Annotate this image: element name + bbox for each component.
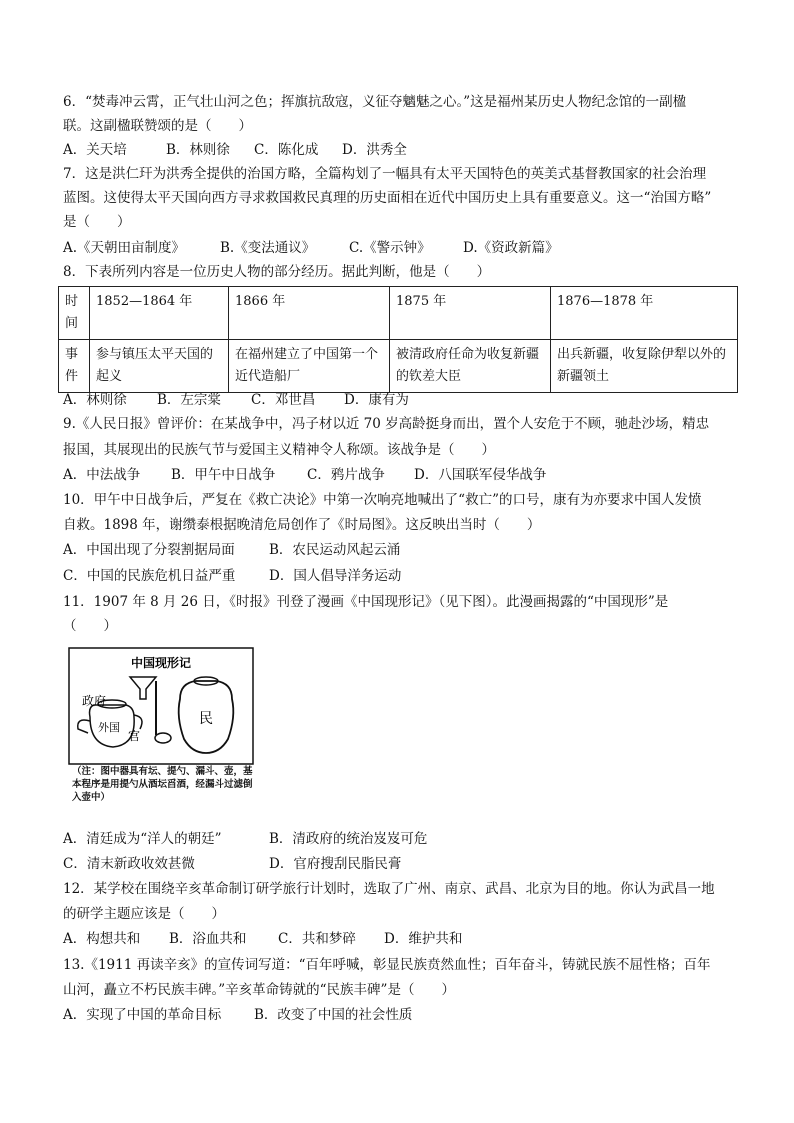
q10-option-d: D．国人倡导洋务运动 [269, 568, 402, 584]
row-header-event: 事件 [59, 340, 90, 393]
q13-stem-line1: 13.《1911 再读辛亥》的宣传词写道：“百年呼喊，彰显民族贲然血性；百年奋斗，铸就民族不屈性格；百年 [63, 957, 711, 973]
q9-option-d: D．八国联军侵华战争 [414, 467, 547, 483]
q10-stem-line2: 自救。1898 年，谢缵泰根据晚清危局创作了《时局图》。这反映出当时（ ） [63, 517, 541, 533]
table-cell: 1866 年 [229, 287, 390, 340]
q9-option-a: A．中法战争 [63, 467, 141, 483]
q7-stem-line2: 蓝图。这使得太平天国向西方寻求救国救民真理的历史面相在近代中国历史上具有重要意义。这一“治国方略” [63, 190, 712, 206]
q11-stem-line2: （ ） [63, 618, 117, 634]
table-row [59, 287, 738, 340]
q11-option-a: A．清廷成为“洋人的朝廷” [63, 831, 222, 847]
table-cell: 参与镇压太平天国的起义 [90, 340, 229, 393]
q8-biography-table [58, 286, 738, 393]
q12-option-c: C．共和梦碎 [278, 931, 356, 947]
q10-option-b: B．农民运动风起云涌 [269, 542, 401, 558]
q9-option-b: B．甲午中日战争 [171, 467, 276, 483]
q13-option-b: B．改变了中国的社会性质 [254, 1007, 413, 1023]
q7-option-c: C.《警示钟》 [349, 240, 431, 256]
q7-option-b: B.《变法通议》 [220, 240, 316, 256]
q7-option-a: A.《天朝田亩制度》 [63, 240, 186, 256]
q6-option-a: A．关天培 [63, 142, 127, 158]
q6-stem-line1: 6．“焚毒冲云霄，正气壮山河之色；挥旗抗敌寇，义征夺魑魅之心。”这是福州某历史人物纪念馆的一副楹 [63, 94, 687, 110]
q7-stem-line3: 是（ ） [63, 214, 131, 230]
q10-option-c: C．中国的民族危机日益严重 [63, 568, 236, 584]
row-header-time: 时间 [59, 287, 90, 340]
label-official: 官 [128, 729, 141, 743]
table-cell: 在福州建立了中国第一个近代造船厂 [229, 340, 390, 393]
table-cell: 被清政府任命为收复新疆的钦差大臣 [390, 340, 551, 393]
q10-option-a: A．中国出现了分裂割据局面 [63, 542, 235, 558]
label-government: 政府 [82, 694, 107, 708]
q13-stem-line2: 山河，矗立不朽民族丰碑。”辛亥革命铸就的“民族丰碑”是（ ） [63, 982, 455, 998]
q13-option-a: A．实现了中国的革命目标 [63, 1007, 222, 1023]
table-row [59, 340, 738, 393]
q11-option-b: B．清政府的统治岌岌可危 [269, 831, 428, 847]
q12-option-b: B．浴血共和 [169, 931, 247, 947]
q8-option-d: D．康有为 [344, 392, 409, 408]
q7-option-d: D.《资政新篇》 [463, 240, 559, 256]
q12-stem-line2: 的研学主题应该是（ ） [63, 906, 225, 922]
q8-option-a: A．林则徐 [63, 392, 127, 408]
table-cell: 1852—1864 年 [90, 287, 229, 340]
label-people: 民 [199, 711, 213, 727]
table-cell: 1876—1878 年 [551, 287, 738, 340]
cartoon-note: （注：图中器具有坛、提勺、漏斗、壶，基本程序是用提勺从酒坛舀酒，经漏斗过滤倒入壶中） [72, 766, 253, 803]
q8-option-c: C．邓世昌 [251, 392, 316, 408]
q7-stem-line1: 7．这是洪仁玕为洪秀全提供的治国方略，全篇构划了一幅具有太平天国特色的英美式基督教国家的社会治理 [63, 166, 707, 182]
q8-option-b: B．左宗棠 [157, 392, 221, 408]
q8-stem: 8．下表所列内容是一位历史人物的部分经历。据此判断，他是（ ） [63, 264, 491, 280]
label-foreign: 外国 [98, 721, 120, 734]
q9-option-c: C．鸦片战争 [307, 467, 385, 483]
q6-option-c: C．陈化成 [254, 142, 319, 158]
table-cell: 1875 年 [390, 287, 551, 340]
table-cell: 出兵新疆，收复除伊犁以外的新疆领土 [551, 340, 738, 393]
q9-stem-line1: 9.《人民日报》曾评价：在某战争中，冯子材以近 70 岁高龄挺身而出，置个人安危于不顾，驰赴沙场，精忠 [63, 416, 710, 432]
q9-stem-line2: 报国，其展现出的民族气节与爱国主义精神令人称颂。该战争是（ ） [63, 442, 495, 458]
cartoon-title: 中国现形记 [130, 656, 192, 670]
q11-option-c: C．清末新政收效甚微 [63, 856, 195, 872]
q6-stem-line2: 联。这副楹联赞颂的是（ ） [63, 118, 252, 134]
q11-option-d: D．官府搜刮民脂民膏 [269, 856, 402, 872]
q6-option-b: B．林则徐 [166, 142, 230, 158]
q12-stem-line1: 12．某学校在围绕辛亥革命制订研学旅行计划时，选取了广州、南京、武昌、北京为目的地。你认为武昌一地 [63, 881, 715, 897]
q12-option-a: A．构想共和 [63, 931, 141, 947]
q10-stem-line1: 10．甲午中日战争后，严复在《救亡决论》中第一次响亮地喊出了“救亡”的口号，康有为亦要求中国人发愤 [63, 492, 702, 508]
cartoon-drawing [68, 647, 254, 765]
q12-option-d: D．维护共和 [384, 931, 463, 947]
q11-stem-line1: 11．1907 年 8 月 26 日，《时报》刊登了漫画《中国现形记》（见下图）。此漫画揭露的“中国现形”是 [63, 594, 669, 610]
q6-option-d: D．洪秀全 [342, 142, 407, 158]
